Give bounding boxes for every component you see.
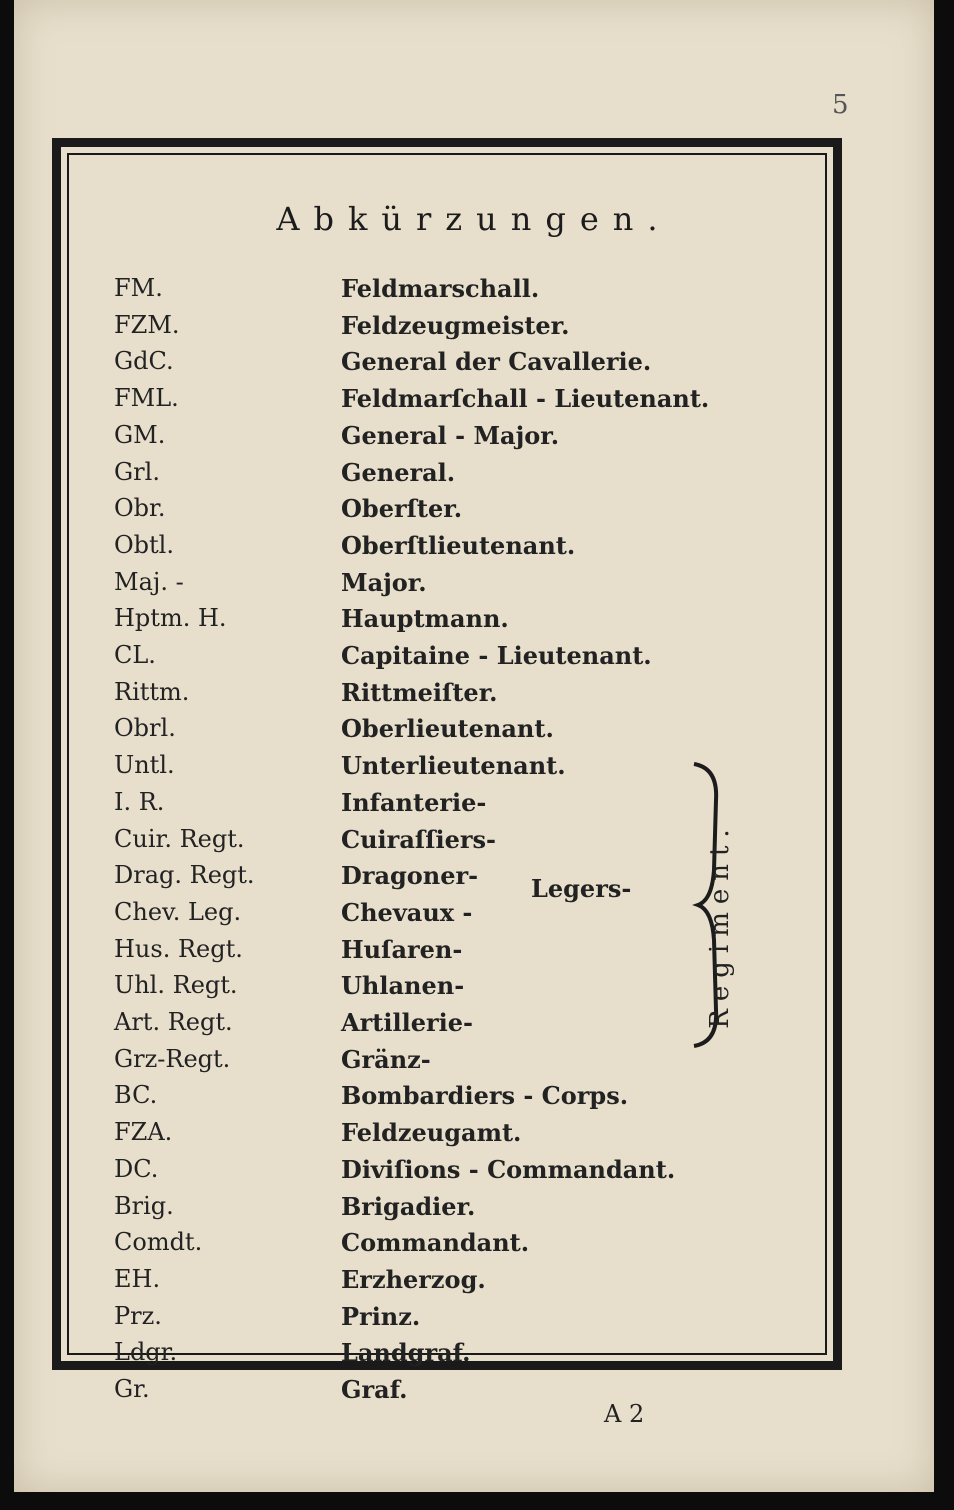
abbreviation: Cuir. Regt.	[114, 824, 245, 853]
abbreviation-meaning: Capitaine - Lieutenant.	[341, 641, 652, 670]
page-number: 5	[832, 90, 849, 120]
abbreviation: DC.	[114, 1154, 159, 1183]
abbreviation: Maj. -	[114, 567, 184, 596]
abbreviation-meaning: Artillerie-	[341, 1008, 473, 1037]
abbreviation: BC.	[114, 1081, 158, 1110]
abbreviation-row	[14, 311, 934, 345]
abbreviation-meaning: Uhlanen-	[341, 971, 465, 1001]
abbreviation: Rittm.	[114, 677, 190, 706]
abbreviation-row	[14, 1375, 934, 1409]
abbreviation: CL.	[114, 641, 156, 669]
signature-text: A 2	[604, 1400, 645, 1428]
abbreviation-meaning: Cuiraſſiers-	[341, 824, 497, 854]
abbreviation: Uhl. Regt.	[114, 971, 238, 1000]
abbreviation: Obrl.	[114, 714, 176, 743]
abbreviation-row	[14, 678, 934, 712]
abbreviation: FM.	[114, 274, 163, 302]
abbreviation-meaning: Feldzeugamt.	[341, 1118, 522, 1148]
abbreviation-row	[14, 384, 934, 418]
abbreviation-row	[14, 1265, 934, 1299]
abbreviation-row	[14, 347, 934, 381]
abbreviation-meaning: Huſaren-	[341, 934, 463, 964]
abbreviation: I. R.	[114, 787, 165, 816]
abbreviation-row	[14, 568, 934, 602]
abbreviation-meaning: Dragoner-	[341, 861, 479, 891]
abbreviation: Comdt.	[114, 1228, 203, 1257]
abbreviation-row	[14, 1008, 934, 1042]
abbreviation-row	[14, 274, 934, 308]
abbreviation-row	[14, 1155, 934, 1189]
regiment-label: Regiment.	[705, 821, 735, 1029]
abbreviation-row	[14, 751, 934, 785]
abbreviation-meaning: Landgraf.	[341, 1338, 471, 1368]
abbreviation-meaning: Major.	[341, 567, 427, 597]
abbreviation-row	[14, 458, 934, 492]
abbreviation-row	[14, 1118, 934, 1152]
abbreviation-row	[14, 494, 934, 528]
abbreviation: GdC.	[114, 347, 174, 376]
abbreviation: GM.	[114, 420, 166, 449]
abbreviation-row	[14, 604, 934, 638]
abbreviation-meaning: Feldmarschall.	[341, 274, 540, 303]
abbreviation-meaning: Prinz.	[341, 1301, 421, 1331]
legers-word: Legers-	[531, 874, 632, 903]
abbreviation-row	[14, 971, 934, 1005]
abbreviation: Gr.	[114, 1375, 150, 1403]
abbreviation-meaning: Oberſtlieutenant.	[341, 530, 576, 560]
abbreviation-row	[14, 1338, 934, 1372]
abbreviation-row	[14, 1228, 934, 1262]
abbreviation-meaning: Feldmarſchall - Lieutenant.	[341, 384, 710, 414]
abbreviation: FZM.	[114, 310, 180, 339]
abbreviation-meaning: Unterlieutenant.	[341, 751, 566, 781]
abbreviation-row	[14, 1081, 934, 1115]
abbreviation-meaning: Chevaux -	[341, 897, 473, 927]
abbreviation: Hus. Regt.	[114, 934, 243, 963]
page-title: Abkürzungen.	[276, 200, 672, 238]
abbreviation-meaning: Brigadier.	[341, 1191, 476, 1221]
abbreviation-meaning: Rittmeiſter.	[341, 677, 498, 707]
abbreviation: Brig.	[114, 1191, 174, 1220]
abbreviation-meaning: Bombardiers - Corps.	[341, 1081, 629, 1111]
abbreviation-meaning: Feldzeugmeister.	[341, 310, 570, 340]
abbreviation-row	[14, 1302, 934, 1336]
abbreviation-meaning: Commandant.	[341, 1228, 530, 1258]
abbreviation-row	[14, 421, 934, 455]
abbreviation-row	[14, 935, 934, 969]
abbreviation-row	[14, 531, 934, 565]
abbreviation: Chev. Leg.	[114, 897, 242, 926]
abbreviation-meaning: General der Cavallerie.	[341, 347, 652, 377]
abbreviation-row	[14, 788, 934, 822]
abbreviation-row	[14, 641, 934, 675]
abbreviation-meaning: Gränz-	[341, 1044, 431, 1074]
abbreviation-row	[14, 1192, 934, 1226]
abbreviation: Grz-Regt.	[114, 1044, 231, 1073]
abbreviation: Art. Regt.	[114, 1008, 233, 1036]
abbreviation-meaning: Oberſter.	[341, 494, 463, 524]
abbreviation: Hptm. H.	[114, 604, 227, 633]
abbreviation: Prz.	[114, 1301, 162, 1330]
abbreviation-meaning: Hauptmann.	[341, 604, 509, 634]
abbreviation: Ldgr.	[114, 1338, 178, 1367]
abbreviation: Obr.	[114, 494, 166, 523]
abbreviation: Grl.	[114, 457, 160, 486]
book-page	[14, 0, 934, 1492]
abbreviation-meaning: Erzherzog.	[341, 1264, 486, 1294]
abbreviation: Drag. Regt.	[114, 861, 255, 890]
abbreviation-meaning: Infanterie-	[341, 787, 487, 817]
abbreviation: Obtl.	[114, 530, 174, 559]
abbreviation-row	[14, 714, 934, 748]
abbreviation: FML.	[114, 384, 179, 413]
signature-mark	[604, 1400, 644, 1428]
abbreviation-meaning: Oberlieutenant.	[341, 714, 554, 744]
legers-row-suffix	[14, 874, 934, 908]
abbreviation-meaning: General - Major.	[341, 420, 560, 450]
abbreviation: EH.	[114, 1264, 161, 1293]
abbreviation: FZA.	[114, 1118, 173, 1147]
abbreviation-row	[14, 1045, 934, 1079]
abbreviation: Untl.	[114, 751, 175, 780]
abbreviation-meaning: Graf.	[341, 1375, 408, 1404]
abbreviation-meaning: Diviſions - Commandant.	[341, 1154, 676, 1184]
abbreviation-row	[14, 825, 934, 859]
abbreviation-meaning: General.	[341, 457, 456, 487]
